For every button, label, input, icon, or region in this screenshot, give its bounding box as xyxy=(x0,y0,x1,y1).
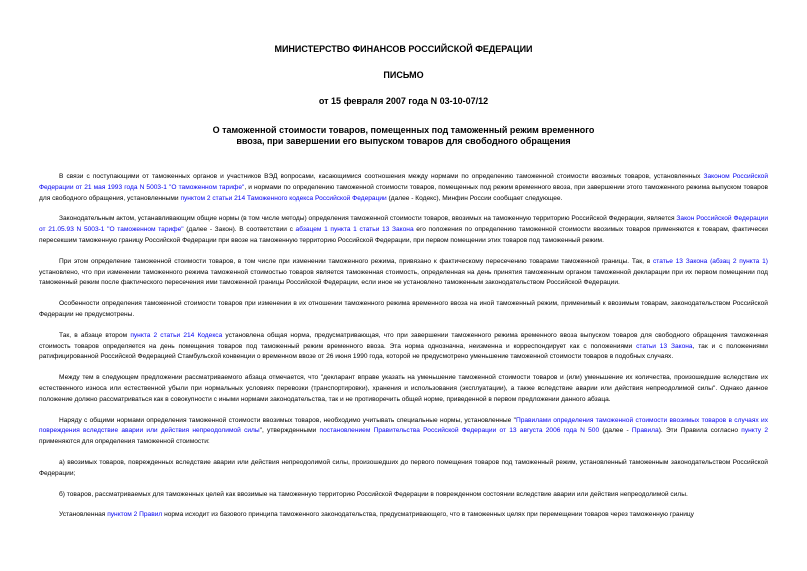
paragraph xyxy=(39,510,768,521)
paragraph-text: Между тем в следующем предложении рассматриваемого абзаца отмечается, что "декларант вправе указать на уменьшение таможенной стоимости товаров и (или) уменьшение их количества, произошедшие вследствие их естественного износа или естественной убыли при нормальных условиях перевозки (транспортировки), хранения и использования (эксплуатации), а также вследствие аварии или действия непреодолимой силы". Однако данное положение должно рассматриваться как в совокупности с иными нормами законодательства, так и не противоречить общей норме, приведенной в первом предложении данного абзаца. xyxy=(39,374,768,403)
paragraph xyxy=(39,172,768,204)
paragraph-text: применяются для определения таможенной стоимости: xyxy=(39,438,210,446)
paragraph xyxy=(39,299,768,321)
paragraph-text: ", утвержденными xyxy=(259,427,320,435)
legal-reference-link[interactable]: Закон Российской Федерации от 21.05.93 N 5003-1 "О таможенном тарифе" xyxy=(39,215,768,234)
paragraph-text: Особенности определения таможенной стоимости товаров при изменении в их отношении таможенного режима временного ввоза на иной таможенный режим, применимый к ввозимым товарам, законодательством Российской Федерации не предусмотрены. xyxy=(39,300,768,318)
document-title xyxy=(39,125,768,147)
paragraph-text: При этом определение таможенной стоимости товаров, в том числе при изменении таможенного режима, привязано к фактическому пересечению товарами таможенной границы. Так, в xyxy=(59,257,653,265)
paragraph-text: (далее - Кодекс), Минфин России сообщает следующее. xyxy=(386,194,563,202)
document-type: ПИСЬМО xyxy=(383,70,424,80)
paragraph-text: б) товаров, рассматриваемых для таможенных целей как ввозимые на таможенную территорию Российской Федерации в поврежденном состоянии вследствие аварии или действия непреодолимой силы. xyxy=(59,490,688,498)
paragraph-text: , так и с положениями ратифицированной Российской Федерацией Стамбульской конвенции о временном ввозе от 26 июня 1990 года, которой не предусмотрено уменьшение таможенной стоимости товаров в подобных случаях. xyxy=(39,342,768,361)
paragraph-text: установлено, что при изменении таможенного режима таможенной стоимостью товаров является таможенная стоимость, определенная на день принятия таможенным органом таможенной декларации при их первом помещении под таможенный режим после фактического пересечения ими таможенной границы Российской Федерации, если иное не установлено таможенным законодательством Российской Федерации. xyxy=(39,268,768,287)
title-line-1: О таможенной стоимости товаров, помещенных под таможенный режим временного xyxy=(212,125,595,135)
legal-reference-link[interactable]: абзацем 1 пункта 1 статьи 13 Закона xyxy=(295,226,414,234)
paragraph-text: а) ввозимых товаров, поврежденных вследствие аварии или действия непреодолимой силы, произошедших до первого помещения товаров под таможенный режим, установленный таможенным законодательством Российской Федерации; xyxy=(39,458,768,477)
legal-reference-link[interactable]: пунктом 2 Правил xyxy=(107,511,163,519)
title-line-2: ввоза, при завершении его выпуском товаров для свободного обращения xyxy=(236,136,571,146)
paragraph-text: Наряду с общими нормами определения таможенной стоимости ввозимых товаров, необходимо учитывать специальные нормы, установленные " xyxy=(59,416,516,424)
document-body xyxy=(39,172,768,521)
paragraph-text: Так, в абзаце втором xyxy=(59,331,131,339)
legal-reference-link[interactable]: Правилами определения таможенной стоимости ввозимых товаров в случаях их повреждения вследствие аварии или действия непреодолимой силы xyxy=(39,416,768,435)
legal-reference-link[interactable]: пункта 2 статьи 214 Кодекса xyxy=(130,331,223,339)
paragraph-text: Законодательным актом, устанавливающим общие нормы (в том числе методы) определения таможенной стоимости товаров, ввозимых на таможенную территорию Российской Федерации, является xyxy=(59,215,677,223)
paragraph xyxy=(39,490,768,501)
paragraph xyxy=(39,331,768,363)
paragraph-text: (далее - xyxy=(599,427,632,435)
legal-reference-link[interactable]: постановлением Правительства Российской Федерации от 13 августа 2006 года N 500 xyxy=(319,427,600,435)
paragraph xyxy=(39,257,768,289)
document-date-number: от 15 февраля 2007 года N 03-10-07/12 xyxy=(318,96,489,106)
legal-reference-link[interactable]: пунктом 2 статьи 214 Таможенного кодекса Российской Федерации xyxy=(180,194,387,202)
paragraph-text: В связи с поступающими от таможенных органов и участников ВЭД вопросами, касающимися соотношения между нормами по определению таможенной стоимости ввозимых товаров, установленных xyxy=(59,173,704,180)
paragraph xyxy=(39,373,768,405)
legal-reference-link[interactable]: статьи 13 Закона xyxy=(636,342,693,350)
legal-reference-link[interactable]: Законом Российской Федерации от 21 мая 1993 года N 5003-1 "О таможенном тарифе" xyxy=(39,173,769,191)
legal-reference-link[interactable]: пункту 2 xyxy=(741,427,768,435)
legal-reference-link[interactable]: Правила xyxy=(631,427,659,435)
paragraph-text: установлена общая норма, предусматривающая, что при завершении таможенного режима временного ввоза выпуском товаров для свободного обращения таможенная стоимость товаров определяется на день помещения товаров под таможенный режим временного ввоза. Эта норма однозначна, неизменна и корреспондирует как с положениями xyxy=(39,331,768,350)
paragraph-text: норма исходит из базового принципа таможенного законодательства, предусматривающего, что в таможенных целях при перемещении товаров через таможенную границу xyxy=(162,511,694,519)
paragraph-text: его положения по определению таможенной стоимости ввозимых товаров применяются к товарам, фактически пересекшим таможенную границу Российской Федерации при ввозе на таможенную территорию Российской Федерации, при первом помещении этих товаров под таможенный режим. xyxy=(39,226,768,244)
paragraph xyxy=(39,214,768,246)
ministry-name: МИНИСТЕРСТВО ФИНАНСОВ РОССИЙСКОЙ ФЕДЕРАЦИИ xyxy=(274,44,533,54)
paragraph-text: , и нормами по определению таможенной стоимости товаров, помещенных под режим временного ввоза, при завершении этого таможенного режима выпуском товаров для свободного обращения, установленными xyxy=(39,183,769,202)
paragraph-text: Установленная xyxy=(59,511,108,519)
paragraph xyxy=(39,458,768,480)
paragraph-text: (далее - Закон). В соответствии с xyxy=(183,226,296,234)
paragraph-text: ). Эти Правила согласно xyxy=(658,427,742,435)
paragraph xyxy=(39,416,768,448)
legal-reference-link[interactable]: статье 13 Закона (абзац 2 пункта 1) xyxy=(652,257,768,265)
